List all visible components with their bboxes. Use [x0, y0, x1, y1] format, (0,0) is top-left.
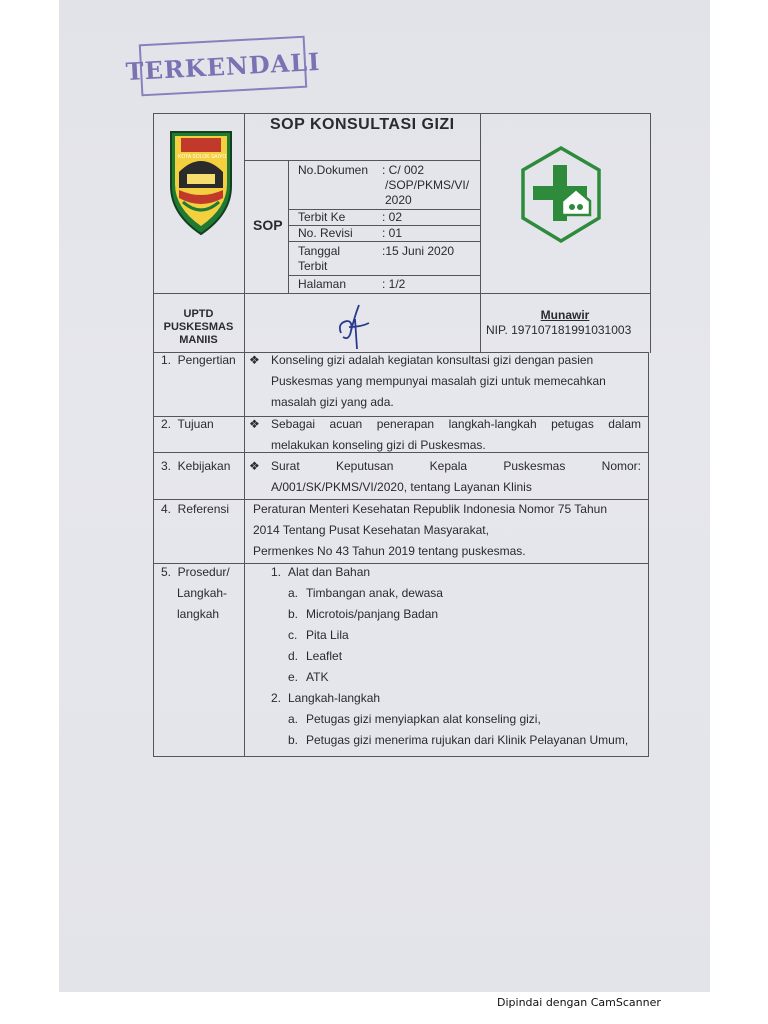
item-number: b.	[288, 733, 299, 747]
item-number: a.	[288, 712, 299, 726]
section-line: Permenkes No 43 Tahun 2019 tentang puskesmas.	[253, 544, 526, 558]
item-number: b.	[288, 607, 299, 621]
field-value: : 1/2	[382, 277, 406, 291]
org-line: MANIIS	[179, 334, 218, 346]
sop-header	[153, 113, 651, 294]
item-text: Langkah-langkah	[288, 691, 381, 705]
item-text: ATK	[306, 670, 329, 684]
item-number: a.	[288, 586, 299, 600]
bullet-icon: ❖	[249, 353, 260, 367]
field-value: 2020	[385, 193, 412, 207]
field-label: Halaman	[298, 277, 347, 291]
item-number: d.	[288, 649, 299, 663]
section-label: 4. Referensi	[161, 502, 230, 516]
authorization-row	[153, 293, 651, 353]
section-line: masalah gizi yang ada.	[271, 395, 394, 409]
section-label: Langkah-	[177, 586, 228, 600]
health-cross-icon	[520, 145, 602, 245]
bullet-icon: ❖	[249, 459, 260, 473]
head-name: Munawir	[540, 308, 590, 322]
field-value: : 01	[382, 226, 403, 240]
section-line: Surat Keputusan Kepala Puskesmas Nomor:	[271, 459, 641, 473]
section-label: 1. Pengertian	[161, 353, 236, 367]
section-line: Peraturan Menteri Kesehatan Republik Indonesia Nomor 75 Tahun	[253, 502, 607, 516]
field-value: : C/ 002	[382, 163, 425, 177]
section-line: 2014 Tentang Pusat Kesehatan Masyarakat,	[253, 523, 489, 537]
item-number: c.	[288, 628, 298, 642]
item-text: Microtois/panjang Badan	[306, 607, 439, 621]
sop-body-table	[153, 352, 649, 757]
org-line: PUSKESMAS	[163, 321, 234, 333]
head-nip: NIP. 197107181991031003	[486, 323, 632, 337]
field-value: : 02	[382, 210, 403, 224]
document-title: SOP KONSULTASI GIZI	[270, 116, 455, 133]
field-label: Tanggal	[298, 244, 341, 258]
field-label: No.Dokumen	[298, 163, 369, 177]
section-line: melakukan konseling gizi di Puskesmas.	[271, 438, 486, 452]
sop-label: SOP	[253, 217, 283, 233]
field-value: /SOP/PKMS/VI/	[385, 178, 470, 192]
field-value: :15 Juni 2020	[382, 244, 455, 258]
item-text: Petugas gizi menerima rujukan dari Klinik Pelayanan Umum,	[306, 733, 629, 747]
item-text: Alat dan Bahan	[288, 565, 371, 579]
item-text: Petugas gizi menyiapkan alat konseling gizi,	[306, 712, 541, 726]
section-line: Konseling gizi adalah kegiatan konsultasi gizi dengan pasien	[271, 353, 594, 367]
item-number: e.	[288, 670, 299, 684]
item-text: Leaflet	[306, 649, 343, 663]
city-logo-icon	[165, 128, 237, 238]
field-label: Terbit	[298, 259, 328, 273]
field-label: No. Revisi	[298, 226, 353, 240]
field-label: Terbit Ke	[298, 210, 346, 224]
section-label: 2. Tujuan	[161, 417, 214, 431]
section-label: 3. Kebijakan	[161, 459, 231, 473]
section-line: A/001/SK/PKMS/VI/2020, tentang Layanan Klinis	[271, 480, 532, 494]
scanner-watermark: Dipindai dengan CamScanner	[497, 996, 661, 1009]
terkendali-stamp: TERKENDALI	[139, 36, 307, 97]
section-line: Sebagai acuan penerapan langkah-langkah petugas dalam	[271, 417, 641, 431]
org-line: UPTD	[183, 308, 214, 320]
item-number: 1.	[271, 565, 282, 579]
section-label: langkah	[177, 607, 220, 621]
bullet-icon: ❖	[249, 417, 260, 431]
section-line: Puskesmas yang mempunyai masalah gizi untuk memecahkan	[271, 374, 606, 388]
item-number: 2.	[271, 691, 282, 705]
item-text: Timbangan anak, dewasa	[306, 586, 443, 600]
item-text: Pita Lila	[306, 628, 349, 642]
signature-icon	[333, 301, 373, 351]
section-label: 5. Prosedur/	[161, 565, 230, 579]
logo-motto: KOTA SOLOK SAIYO	[178, 154, 227, 160]
